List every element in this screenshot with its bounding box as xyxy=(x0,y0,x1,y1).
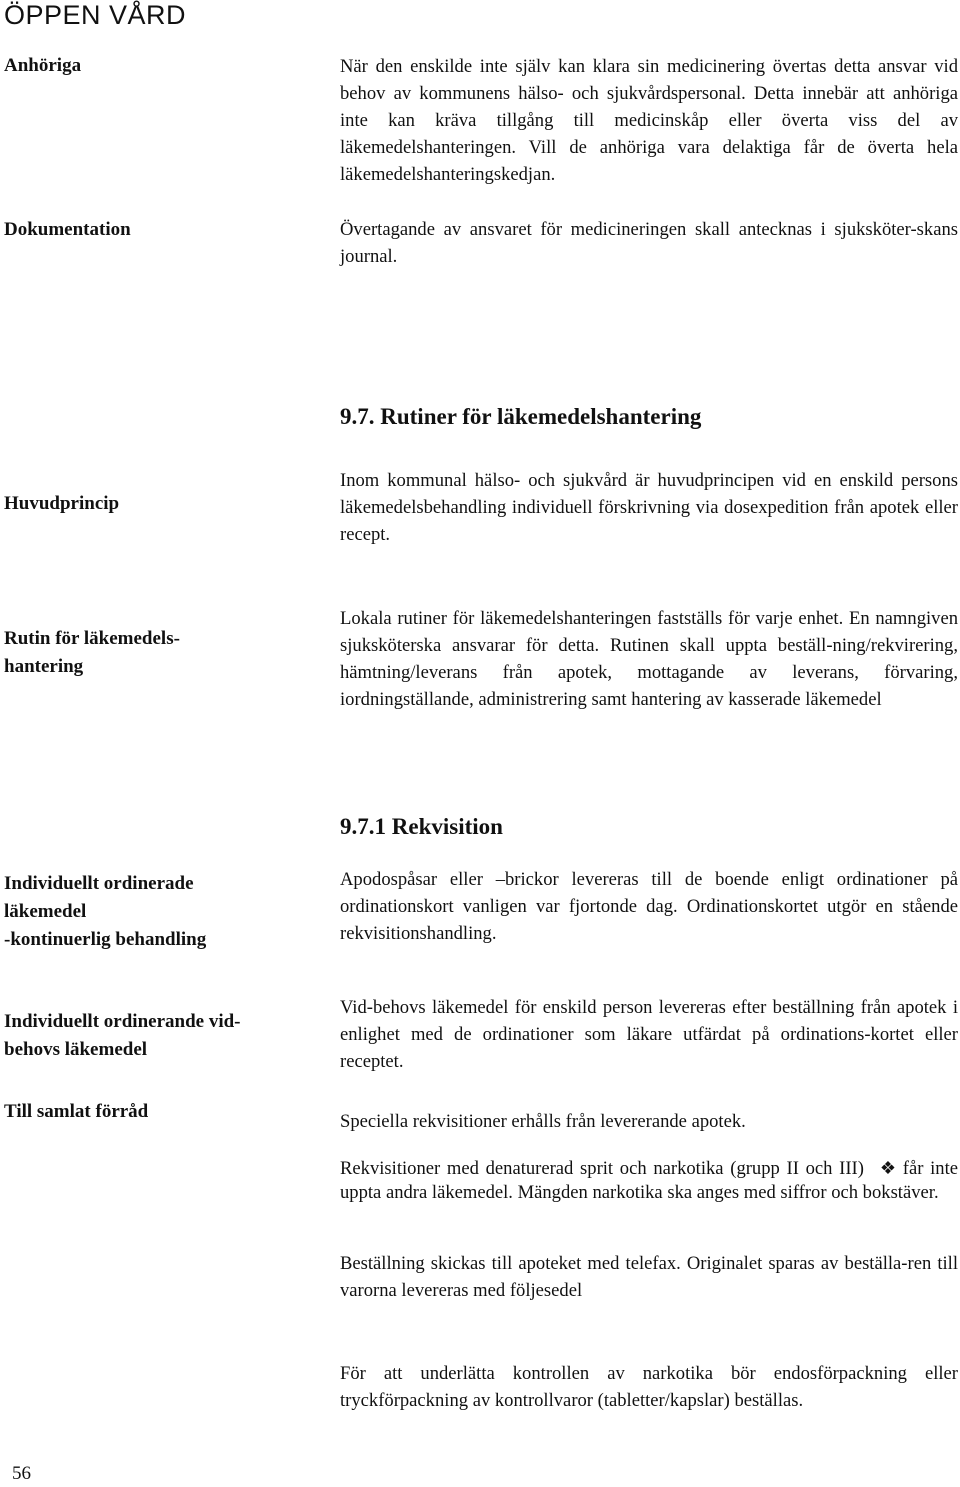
four-diamond-bullet-icon: ❖ xyxy=(879,1158,897,1178)
label-individuellt-vidbehov xyxy=(4,1008,304,1064)
label-rutin-line2: hantering xyxy=(4,656,84,677)
text-narkotika-rest: får inte uppta andra läkemedel. Mängden narkotika ska anges med siffror och bokstäver. xyxy=(340,1158,958,1203)
label-anhoriga: Anhöriga xyxy=(4,55,82,76)
text-bestallning: Beställning skickas till apoteket med telefax. Originalet sparas av beställa-ren till varorna levereras med följesedel xyxy=(340,1253,958,1301)
text-dokumentation: Övertagande av ansvaret för medicineringen skall antecknas i sjuksköter-skans journal. xyxy=(340,219,958,267)
text-individuellt-kontinuerlig: Apodospåsar eller –brickor levereras till de boende enligt ordinationer på ordinationskort vanligen var fjortonde dag. Ordinationskortet utgör en stående rekvisitionshandling. xyxy=(340,869,958,944)
label-line1: Individuellt ordinerande vid- xyxy=(4,1011,241,1032)
text-individuellt-vidbehov: Vid-behovs läkemedel för enskild person levereras efter beställning från apotek i enlighet med de ordinationer som läkare utfärdat på ordinations-kortet eller receptet. xyxy=(340,997,958,1072)
text-kontroll: För att underlätta kontrollen av narkotika bör endosförpackning eller tryckförpackning av kontrollvaror (tabletter/kapslar) beställas. xyxy=(340,1363,958,1411)
label-dokumentation: Dokumentation xyxy=(4,219,131,240)
text-narkotika-line1: Rekvisitioner med denaturerad sprit och narkotika (grupp II och III) xyxy=(340,1158,864,1179)
page-number: 56 xyxy=(12,1463,31,1484)
text-huvudprincip: Inom kommunal hälso- och sjukvård är huvudprincipen vid en enskild persons läkemedelsbehandling individuell förskrivning via dosexpedition från apotek eller recept. xyxy=(340,470,958,545)
label-samlat-forrad: Till samlat förråd xyxy=(4,1101,149,1122)
label-rutin-line1: Rutin för läkemedels- xyxy=(4,628,180,649)
section-heading-9-7-1: 9.7.1 Rekvisition xyxy=(340,814,503,839)
text-anhoriga: När den enskilde inte själv kan klara sin medicinering övertas detta ansvar vid behov av kommunens hälso- och sjukvårdspersonal. Detta innebär att anhöriga inte kan kräva tillgång till medicinskåp eller överta viss del av läkemedelshanteringen. Vill de anhöriga vara delaktiga får de överta hela läkemedelshanteringskedjan. xyxy=(340,56,958,185)
label-line3: -kontinuerlig behandling xyxy=(4,929,207,950)
label-line1: Individuellt ordinerade xyxy=(4,873,194,894)
section-heading-9-7: 9.7. Rutiner för läkemedelshantering xyxy=(340,404,702,429)
label-rutin xyxy=(4,625,304,681)
text-samlat-forrad: Speciella rekvisitioner erhålls från levererande apotek. xyxy=(340,1111,746,1132)
text-narkotika xyxy=(340,1156,958,1205)
label-huvudprincip: Huvudprincip xyxy=(4,493,120,514)
label-line2: behovs läkemedel xyxy=(4,1039,148,1060)
page-title: ÖPPEN VÅRD xyxy=(4,0,187,30)
text-rutin: Lokala rutiner för läkemedelshanteringen fastställs för varje enhet. En namngiven sjuksköterska ansvarar för detta. Rutinen skall uppta beställ-ning/rekvirering, hämtning/leverans från apotek, mottagande av leverans, förvaring, iordningställande, administrering samt hantering av kasserade läkemedel xyxy=(340,608,958,710)
label-individuellt-kontinuerlig xyxy=(4,870,304,954)
label-line2: läkemedel xyxy=(4,901,87,922)
